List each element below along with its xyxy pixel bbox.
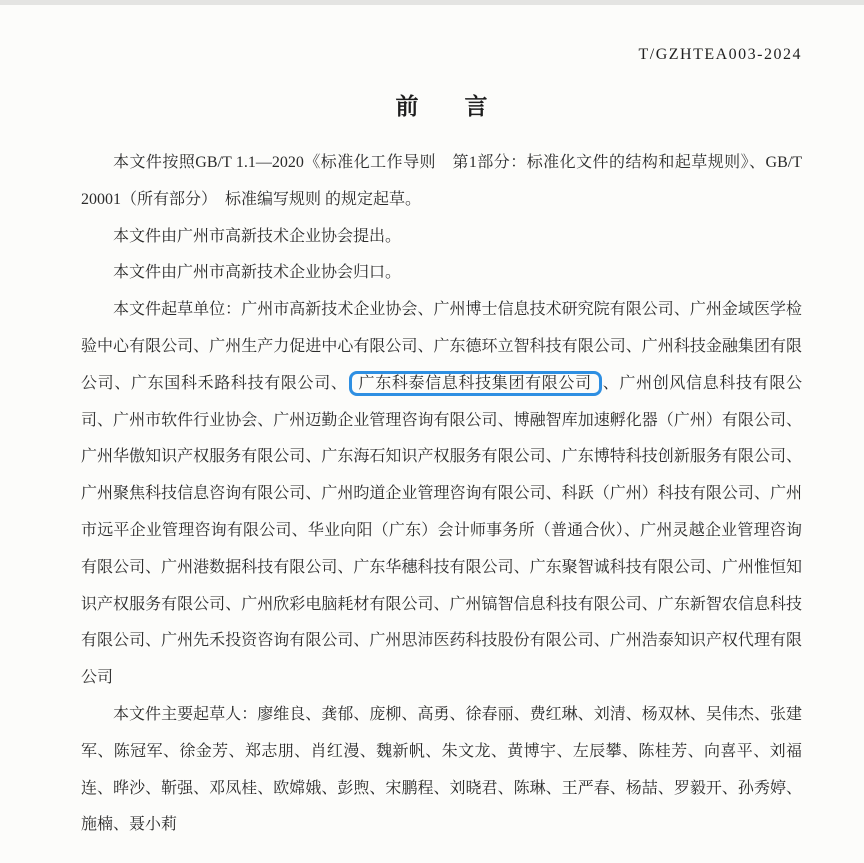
drafting-units-after: 、广州创风信息科技有限公司、广州市软件行业协会、广州迈勤企业管理咨询有限公司、博融智库加速孵化器（广州）有限公司、广州华傲知识产权服务有限公司、广东海石知识产权服务有限公司、广东博特科技创新服务有限公司、广州聚焦科技信息咨询有限公司、广州昀道企业管理咨询有限公司、科跃（广州）科技有限公司、广州市远平企业管理咨询有限公司、华业向阳（广东）会计师事务所（普通合伙）、广州灵越企业管理咨询有限公司、广州港数据科技有限公司、广东华穗科技有限公司、广东聚智诚科技有限公司、广州惟恒知识产权服务有限公司、广州欣彩电脑耗材有限公司、广州镐智信息科技有限公司、广东新智农信息科技有限公司、广州先禾投资咨询有限公司、广州思沛医药科技股份有限公司、广州浩泰知识产权代理有限公司	[81, 374, 802, 687]
foreword-content	[81, 145, 802, 844]
paragraph-proposed-by: 本文件由广州市高新技术企业协会提出。	[113, 227, 402, 245]
drafting-units-before: 本文件起草单位：广州市高新技术企业协会、广州博士信息技术研究院有限公司、广州金域医学检验中心有限公司、广州生产力促进中心有限公司、广东德环立智科技有限公司、广州科技金融集团有限公司、广东国科禾路科技有限公司、	[81, 301, 802, 392]
standard-number: T/GZHTEA003-2024	[638, 46, 802, 63]
paragraph-drafting-units	[81, 292, 802, 697]
paragraph-drafting-basis: 本文件按照GB/T 1.1—2020《标准化工作导则 第1部分：标准化文件的结构和起草规则》、GB/T 20001（所有部分） 标准编写规则 的规定起草。	[81, 154, 802, 208]
page-title: 前 言	[395, 94, 488, 119]
highlight-box-company: 广东科泰信息科技集团有限公司	[349, 371, 602, 396]
paragraph-centralized-by: 本文件由广州市高新技术企业协会归口。	[113, 264, 402, 282]
paragraph-drafters: 本文件主要起草人：廖维良、龚郁、庞柳、高勇、徐春丽、费红琳、刘清、杨双林、吴伟杰、张建军、陈冠军、徐金芳、郑志朋、肖红漫、魏新帆、朱文龙、黄博宇、左辰攀、陈桂芳、向喜平、刘福连、晔沙、靳强、邓凤桂、欧嫦娥、彭煦、宋鹏程、刘晓君、陈琳、王严春、杨喆、罗毅开、孙秀婷、施楠、聂小莉	[81, 705, 802, 834]
page-top-edge	[0, 0, 864, 5]
